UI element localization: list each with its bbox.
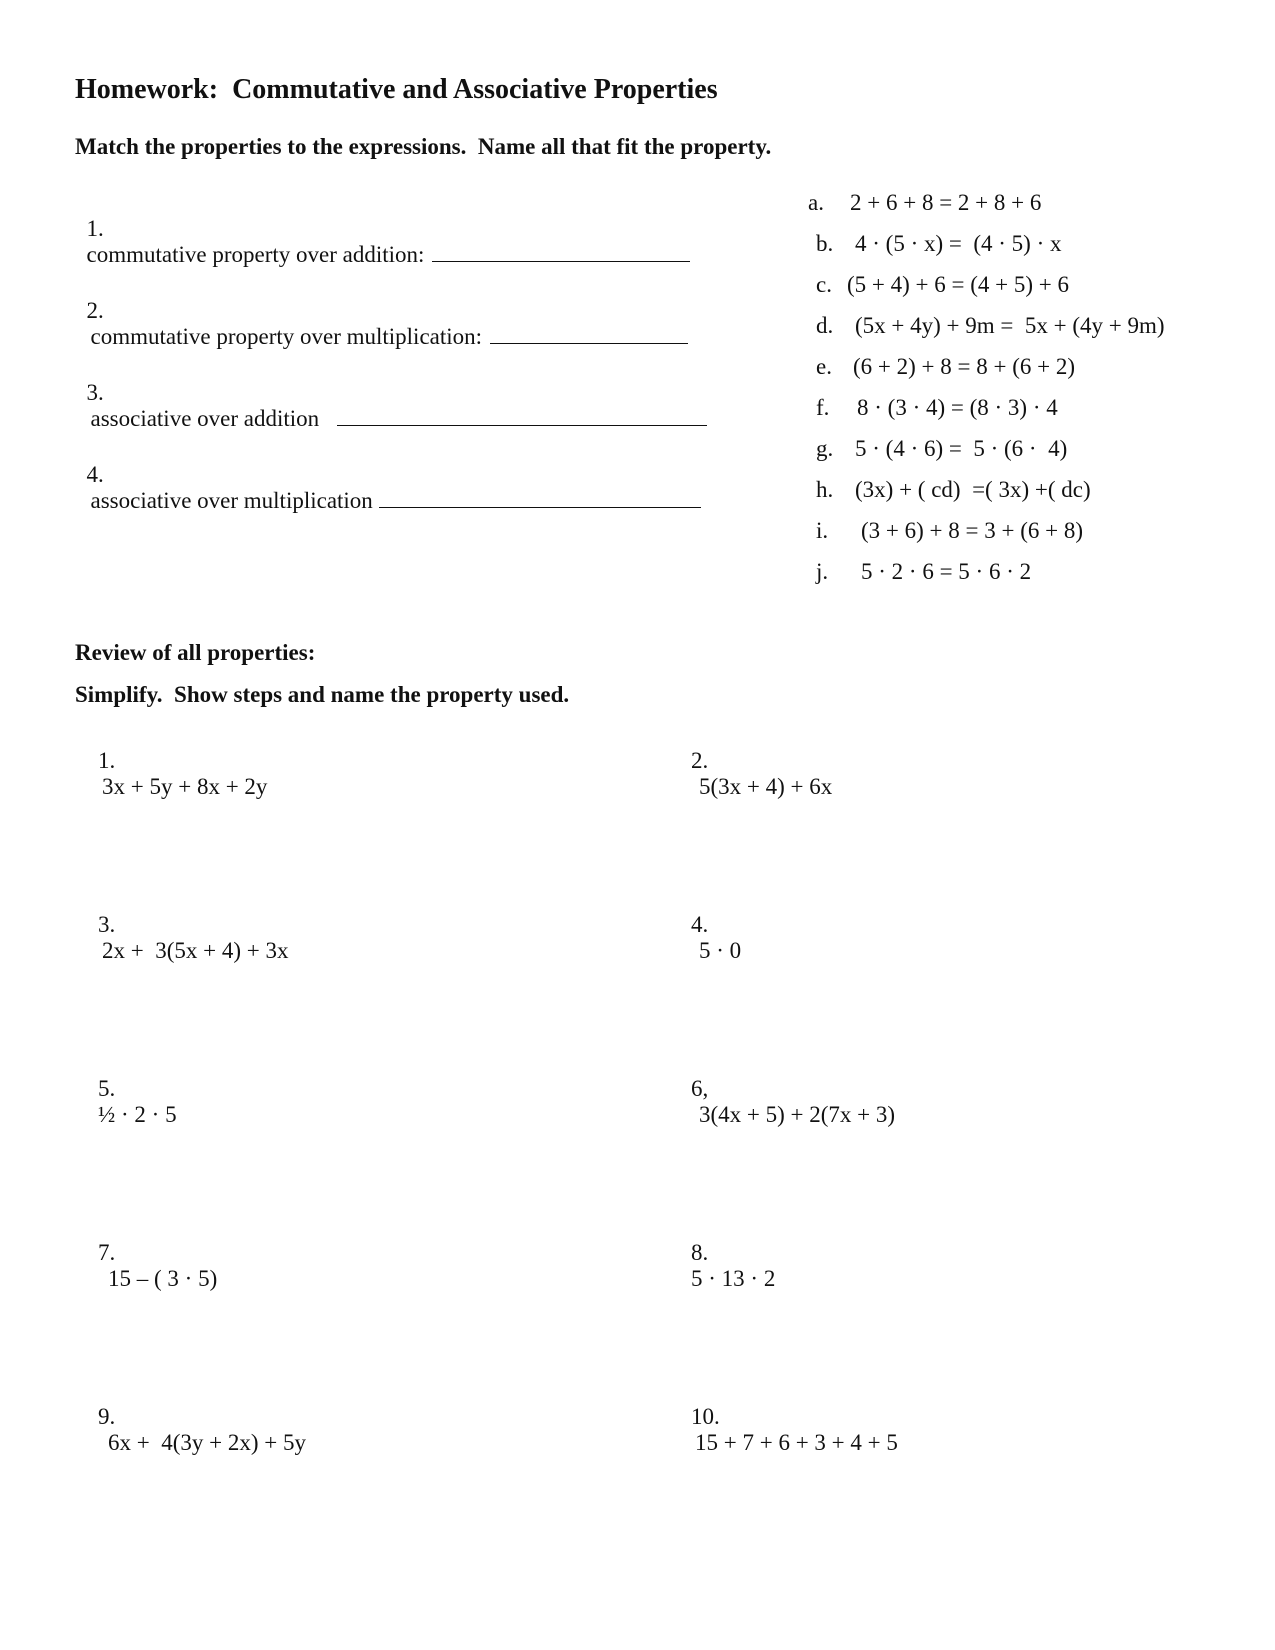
problem-4 xyxy=(668,886,741,990)
problem-label: 7. xyxy=(98,1240,116,1265)
match-question-number: 2. xyxy=(86,298,104,323)
problem-text: 2x + 3(5x + 4) + 3x xyxy=(102,938,289,963)
expression-text: (3 + 6) + 8 = 3 + (6 + 8) xyxy=(861,518,1083,543)
match-question-1 xyxy=(75,190,690,268)
problem-text: 5 · 0 xyxy=(699,938,742,963)
problem-6 xyxy=(668,1050,895,1154)
expression-letter: e. xyxy=(816,354,832,379)
match-question-4 xyxy=(75,436,701,514)
match-question-number: 4. xyxy=(86,462,104,487)
match-question-text: commutative property over multiplication: xyxy=(90,324,483,349)
answer-blank-3[interactable] xyxy=(337,424,707,426)
expression-text: 5 · (4 · 6) = 5 · (6 · 4) xyxy=(855,436,1068,461)
answer-blank-1[interactable] xyxy=(432,260,690,262)
problem-5 xyxy=(75,1050,177,1154)
expression-letter: i. xyxy=(816,518,829,543)
problem-label: 4. xyxy=(691,912,709,937)
review-heading: Review of all properties: xyxy=(75,640,316,665)
expression-letter: a. xyxy=(808,190,824,215)
problem-10 xyxy=(668,1378,898,1482)
answer-blank-2[interactable] xyxy=(490,342,688,344)
expression-text: 2 + 6 + 8 = 2 + 8 + 6 xyxy=(850,190,1042,215)
match-question-text: associative over addition xyxy=(90,406,320,431)
expression-letter: h. xyxy=(816,477,834,502)
problem-text: 15 – ( 3 · 5) xyxy=(108,1266,218,1291)
problem-text: 3x + 5y + 8x + 2y xyxy=(102,774,268,799)
expression-text: 8 · (3 · 4) = (8 · 3) · 4 xyxy=(857,395,1058,420)
problem-1 xyxy=(75,722,267,826)
problem-text: 6x + 4(3y + 2x) + 5y xyxy=(108,1430,306,1455)
expression-letter: b. xyxy=(816,231,834,256)
problem-8 xyxy=(668,1214,775,1318)
match-question-text: commutative property over addition: xyxy=(86,242,425,267)
expression-letter: c. xyxy=(816,272,832,297)
expression-text: 4 · (5 · x) = (4 · 5) · x xyxy=(855,231,1062,256)
expression-text: (6 + 2) + 8 = 8 + (6 + 2) xyxy=(853,354,1075,379)
problem-3 xyxy=(75,886,288,990)
expression-letter: d. xyxy=(816,313,834,338)
problem-label: 10. xyxy=(691,1404,720,1429)
match-instruction: Match the properties to the expressions. Name all that fit the property. xyxy=(75,134,772,159)
simplify-instruction: Simplify. Show steps and name the property used. xyxy=(75,682,570,707)
expression-text: (5x + 4y) + 9m = 5x + (4y + 9m) xyxy=(855,313,1165,338)
problem-text: 5 · 13 · 2 xyxy=(691,1266,776,1291)
problem-text: ½ · 2 · 5 xyxy=(98,1102,177,1127)
expression-letter: j. xyxy=(816,559,829,584)
problem-2 xyxy=(668,722,832,826)
problem-label: 6, xyxy=(691,1076,709,1101)
expression-text: (5 + 4) + 6 = (4 + 5) + 6 xyxy=(847,272,1069,297)
problem-text: 15 + 7 + 6 + 3 + 4 + 5 xyxy=(695,1430,898,1455)
problem-7 xyxy=(75,1214,217,1318)
expression-text: (3x) + ( cd) =( 3x) +( dc) xyxy=(855,477,1091,502)
answer-blank-4[interactable] xyxy=(379,506,701,508)
page-title: Homework: Commutative and Associative Properties xyxy=(75,74,718,105)
problem-label: 8. xyxy=(691,1240,709,1265)
match-question-3 xyxy=(75,354,707,432)
problem-text: 5(3x + 4) + 6x xyxy=(699,774,833,799)
problem-label: 1. xyxy=(98,748,116,773)
expression-letter: f. xyxy=(816,395,830,420)
match-question-number: 1. xyxy=(86,216,104,241)
expression-text: 5 · 2 · 6 = 5 · 6 · 2 xyxy=(861,559,1032,584)
match-question-text: associative over multiplication xyxy=(90,488,373,513)
match-question-2 xyxy=(75,272,688,350)
problem-label: 2. xyxy=(691,748,709,773)
problem-text: 3(4x + 5) + 2(7x + 3) xyxy=(699,1102,896,1127)
match-question-number: 3. xyxy=(86,380,104,405)
expression-letter: g. xyxy=(816,436,834,461)
problem-label: 9. xyxy=(98,1404,116,1429)
problem-label: 5. xyxy=(98,1076,116,1101)
problem-9 xyxy=(75,1378,306,1482)
problem-label: 3. xyxy=(98,912,116,937)
